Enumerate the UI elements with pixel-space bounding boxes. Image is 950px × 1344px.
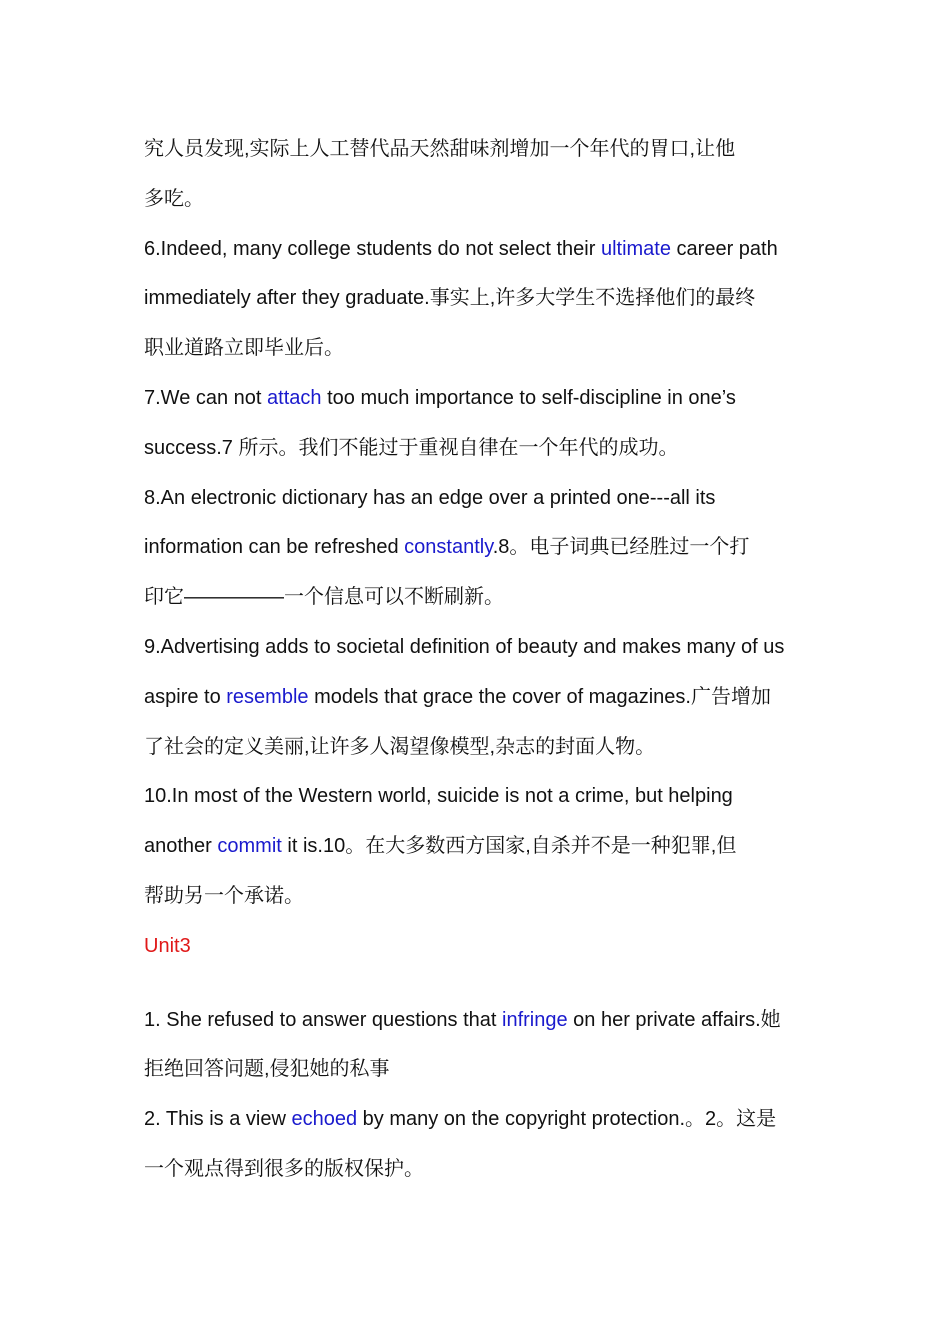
text-segment: by many on the copyright protection.。2。这是 [357,1108,777,1131]
sentence-8-line-2 [144,523,812,573]
sentence-5-line-1: 究人员发现,实际上人工替代品天然甜味剂增加一个年代的胃口,让他 [144,138,736,160]
text-segment: 1. She refused to answer questions that [144,1008,502,1031]
keyword-infringe: infringe [502,1008,568,1031]
keyword-constantly: constantly [404,536,493,559]
keyword-attach: attach [267,386,322,409]
sentence-10-line-1: 10.In most of the Western world, suicide is not a crime, but helping [144,785,733,808]
sentence-7-line-2: success.7 所示。我们不能过于重视自律在一个年代的成功。 [144,436,679,459]
sentence-6-line-2: immediately after they graduate.事实上,许多大学生不选择他们的最终 [144,287,756,310]
text-segment: 2. This is a view [144,1108,292,1131]
keyword-ultimate: ultimate [600,237,671,260]
text-segment: career path [670,237,778,260]
text-segment: on her private affairs.她 [567,1008,781,1031]
sentence-9-line-2 [144,673,812,723]
unit3-sentence-2-line-2: 一个观点得到很多的版权保护。 [144,1157,424,1180]
sentence-5-line-2: 多吃。 [144,187,204,210]
text-segment: it is.10。在大多数西方国家,自杀并不是一种犯罪,但 [281,835,737,858]
sentence-8-line-3: 印它—————一个信息可以不断刷新。 [144,586,504,609]
unit3-sentence-1-line-1 [144,996,812,1046]
text-segment: .8。电子词典已经胜过一个打 [492,536,750,559]
sentence-9-line-1: 9.Advertising adds to societal definition of beauty and makes many of us [144,635,785,658]
text-segment: 7.We can not [144,386,268,409]
sentence-8-line-1: 8.An electronic dictionary has an edge over a printed one---all its [144,486,716,509]
text-segment: too much importance to self-discipline in one’s [321,386,736,409]
sentence-10-line-3: 帮助另一个承诺。 [144,884,304,907]
unit3-sentence-2-line-1 [144,1095,812,1145]
keyword-resemble: resemble [226,685,309,708]
text-segment: information can be refreshed [144,536,405,559]
keyword-echoed: echoed [291,1108,358,1131]
sentence-6-line-3: 职业道路立即毕业后。 [144,337,344,360]
text-segment: aspire to [144,685,227,708]
sentence-7-line-1 [144,374,812,424]
unit-heading: Unit3 [144,934,191,957]
unit3-sentence-1-line-2: 拒绝回答问题,侵犯她的私事 [144,1058,390,1081]
text-segment: models that grace the cover of magazines.广告增加 [308,685,771,708]
keyword-commit: commit [217,835,282,858]
sentence-9-line-3: 了社会的定义美丽,让许多人渴望像模型,杂志的封面人物。 [144,735,656,758]
text-segment: another [144,835,218,858]
text-segment: 6.Indeed, many college students do not select their [144,237,601,260]
document-page [144,125,812,1195]
sentence-6-line-1 [144,225,812,275]
sentence-10-line-2 [144,822,812,872]
section-gap [144,972,812,996]
